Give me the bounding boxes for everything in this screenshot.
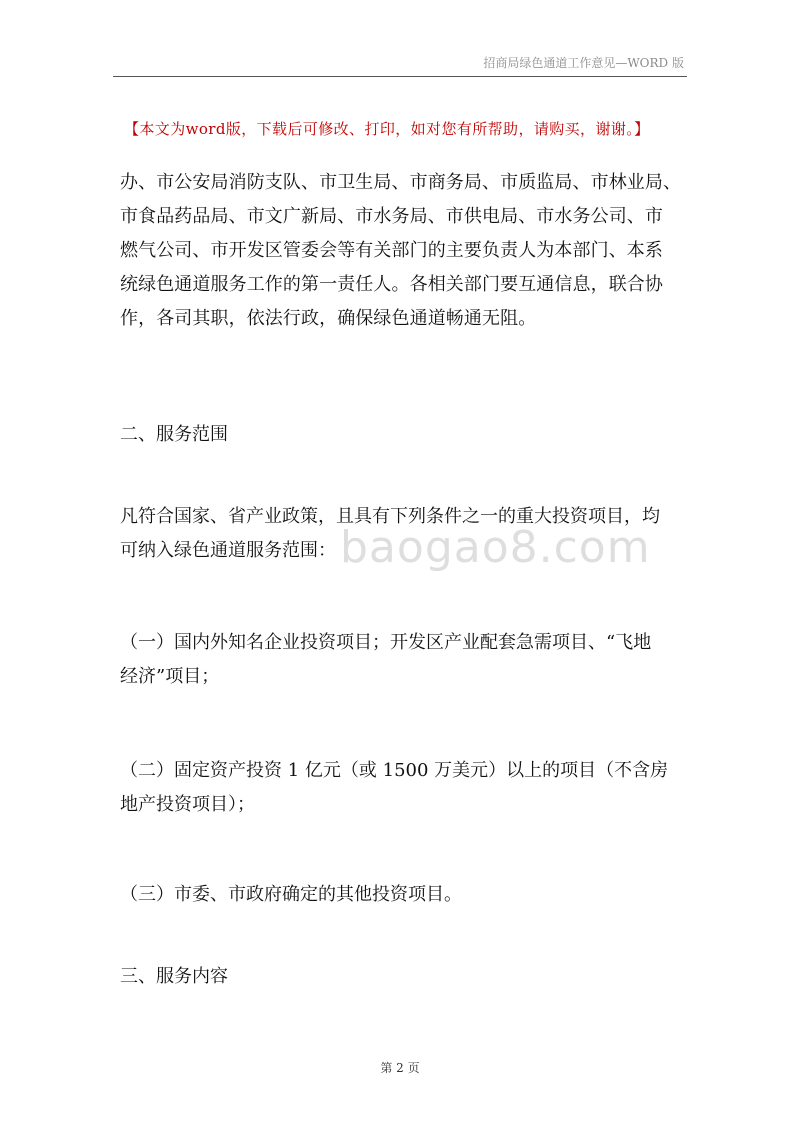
header-divider <box>113 76 687 77</box>
section-heading-scope: 二、服务范围 <box>120 424 228 445</box>
paragraph-line: 办、市公安局消防支队、市卫生局、市商务局、市质监局、市林业局、 <box>120 172 682 193</box>
paragraph-line: （一）国内外知名企业投资项目；开发区产业配套急需项目、“飞地 <box>120 632 652 653</box>
paragraph-line: 可纳入绿色通道服务范围： <box>120 540 336 561</box>
running-header: 招商局绿色通道工作意见—WORD 版 <box>483 56 684 70</box>
paragraph-line: （二）固定资产投资 1 亿元（或 1500 万美元）以上的项目（不含房 <box>120 760 669 781</box>
paragraph-line: 经济”项目； <box>120 666 220 687</box>
page-number: 第 2 页 <box>380 1061 420 1075</box>
download-notice: 【本文为word版，下载后可修改、打印，如对您有所帮助，请购买，谢谢。】 <box>124 120 650 138</box>
watermark: baogao8.com <box>340 522 651 573</box>
paragraph-line: 燃气公司、市开发区管委会等有关部门的主要负责人为本部门、本系 <box>120 240 663 261</box>
section-heading-content: 三、服务内容 <box>120 966 228 987</box>
paragraph-line: 凡符合国家、省产业政策，且具有下列条件之一的重大投资项目，均 <box>120 506 660 527</box>
list-item-1 <box>120 626 700 694</box>
paragraph-responsibility <box>120 166 700 336</box>
paragraph-line: 市食品药品局、市文广新局、市水务局、市供电局、市水务公司、市 <box>120 206 663 227</box>
paragraph-line: 地产投资项目）； <box>120 794 255 815</box>
paragraph-line: （三）市委、市政府确定的其他投资项目。 <box>120 884 462 905</box>
list-item-3 <box>120 878 700 912</box>
list-item-2 <box>120 754 700 822</box>
paragraph-line: 统绿色通道服务工作的第一责任人。各相关部门要互通信息，联合协 <box>120 274 663 295</box>
paragraph-line: 作，各司其职，依法行政，确保绿色通道畅通无阻。 <box>120 308 537 329</box>
